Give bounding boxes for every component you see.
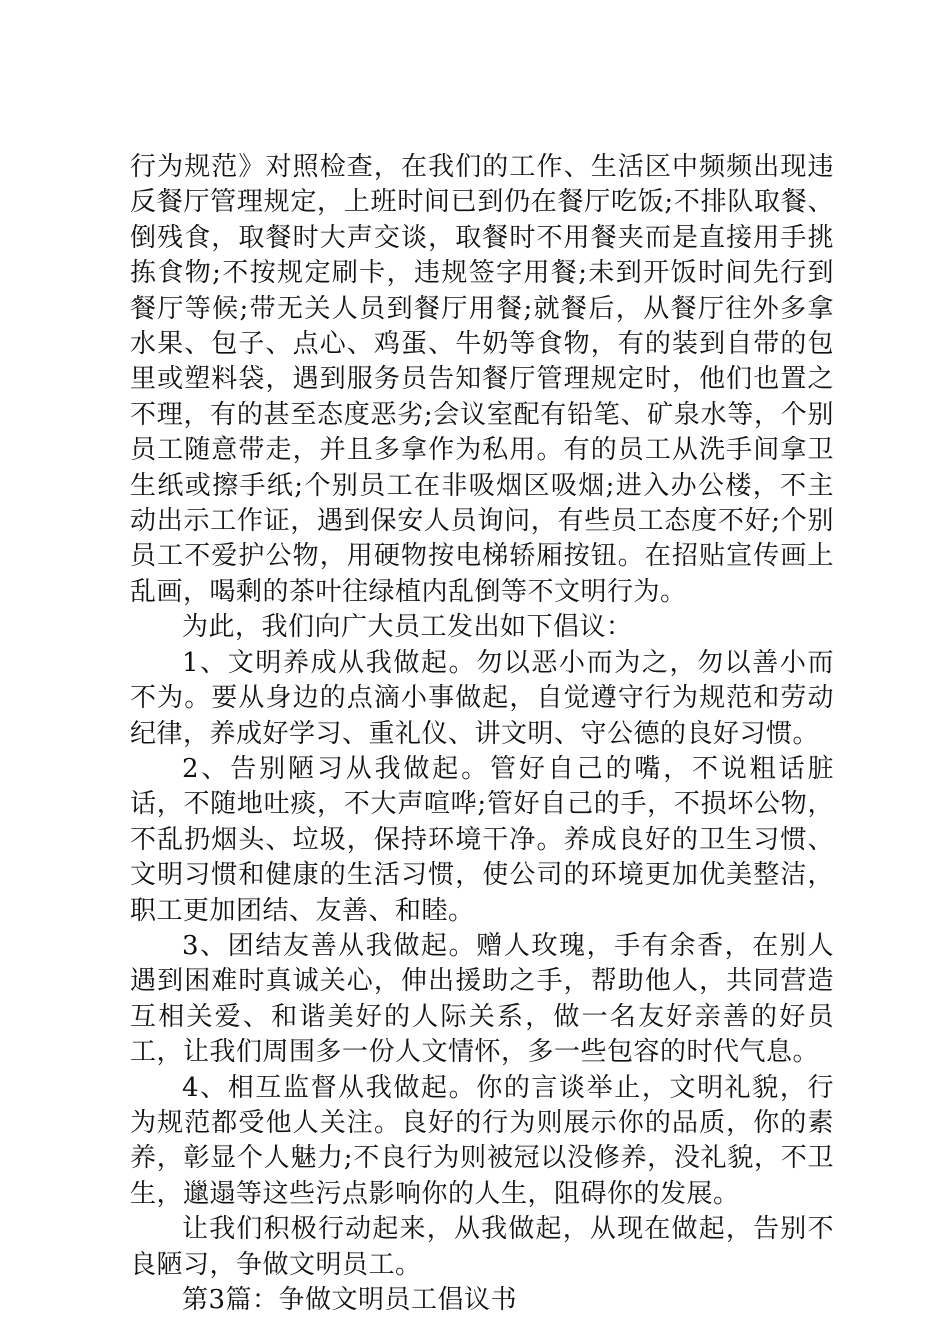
section-heading: 第3篇：争做文明员工倡议书 <box>182 1285 518 1315</box>
paragraph-item-1: 1、文明养成从我做起。勿以恶小而为之，勿以善小而不为。要从身边的点滴小事做起，自觉遵守行为规范和劳动纪律，养成好学习、重礼仪、讲文明、守公德的良好习惯。 <box>130 647 834 749</box>
paragraph-item-3: 3、团结友善从我做起。赠人玫瑰，手有余香，在别人遇到困难时真诚关心，伸出援助之手，帮助他人，共同营造互相关爱、和谐美好的人际关系，做一名友好亲善的好员工，让我们周围多一份人文情怀，多一些包容的时代气息。 <box>130 930 834 1068</box>
paragraph-item-2: 2、告别陋习从我做起。管好自己的嘴，不说粗话脏话，不随地吐痰，不大声喧哗;管好自己的手，不损坏公物，不乱扔烟头、垃圾，保持环境干净。养成良好的卫生习惯、文明习惯和健康的生活习惯，使公司的环境更加优美整洁，职工更加团结、友善、和睦。 <box>130 753 834 926</box>
paragraph-violations: 行为规范》对照检查，在我们的工作、生活区中频频出现违反餐厅管理规定，上班时间已到仍在餐厅吃饭;不排队取餐、倒残食，取餐时大声交谈，取餐时不用餐夹而是直接用手挑拣食物;不按规定刷卡，违规签字用餐;未到开饭时间先行到餐厅等候;带无关人员到餐厅用餐;就餐后，从餐厅往外多拿水果、包子、点心、鸡蛋、牛奶等食物，有的装到自带的包里或塑料袋，遇到服务员告知餐厅管理规定时，他们也置之不理，有的甚至态度恶劣;会议室配有铅笔、矿泉水等，个别员工随意带走，并且多拿作为私用。有的员工从洗手间拿卫生纸或擦手纸;个别员工在非吸烟区吸烟;进入办公楼，不主动出示工作证，遇到保安人员询问，有些员工态度不好;个别员工不爱护公物，用硬物按电梯轿厢按钮。在招贴宣传画上乱画，喝剩的茶叶往绿植内乱倒等不文明行为。 <box>130 152 834 607</box>
document-body <box>130 150 834 1318</box>
paragraph-closing: 让我们积极行动起来，从我做起，从现在做起，告别不良陋习，争做文明员工。 <box>130 1214 834 1280</box>
paragraph-item-4: 4、相互监督从我做起。你的言谈举止，文明礼貌，行为规范都受他人关注。良好的行为则展示你的品质，你的素养，彰显个人魅力;不良行为则被冠以没修养，没礼貌，不卫生，邋遢等这些污点影响你的人生，阻碍你的发展。 <box>130 1072 834 1209</box>
paragraph-proposal-intro: 为此，我们向广大员工发出如下倡议： <box>182 612 633 643</box>
